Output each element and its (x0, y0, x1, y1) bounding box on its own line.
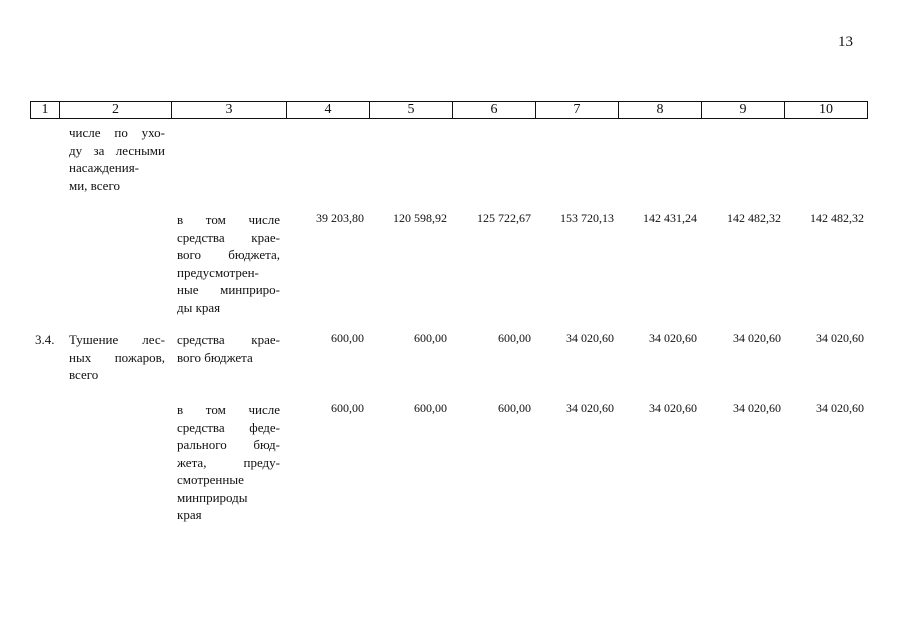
text-line: ду за лесными (69, 142, 165, 158)
text-line: вого бюджета (177, 349, 253, 365)
column-header: 8 (619, 102, 702, 119)
text-line: средства феде- (177, 419, 280, 435)
column-header: 5 (370, 102, 453, 119)
text-line: в том числе (177, 212, 280, 227)
value-cell: 600,00 (331, 331, 364, 345)
value-cell: 34 020,60 (649, 401, 697, 415)
text-line: вого бюджета, (177, 247, 280, 262)
value-cell: 142 431,24 (643, 211, 697, 225)
value-cell: 600,00 (498, 401, 531, 415)
text-line: ные минприро- (177, 282, 280, 297)
value-cell: 142 482,32 (727, 211, 781, 225)
row-a-name (69, 124, 165, 194)
row-b-source (177, 211, 280, 316)
text-line: жета, преду- (177, 454, 280, 470)
text-line: ных пожаров, (69, 349, 165, 365)
value-cell: 153 720,13 (560, 211, 614, 225)
value-cell: 34 020,60 (816, 401, 864, 415)
column-header: 9 (702, 102, 785, 119)
text-line: ды края (177, 299, 221, 315)
value-cell: 600,00 (414, 331, 447, 345)
text-line: Тушение лес- (69, 332, 165, 347)
text-line: всего (69, 367, 99, 382)
text-line: ми, всего (69, 177, 120, 193)
row-c-name (69, 331, 165, 384)
text-line: средства крае- (177, 229, 280, 245)
value-cell: 142 482,32 (810, 211, 864, 225)
value-cell: 34 020,60 (566, 331, 614, 345)
text-line: края (177, 507, 202, 522)
value-cell: 34 020,60 (733, 401, 781, 415)
row-c-number: 3.4. (35, 332, 55, 347)
text-line: средства крае- (177, 332, 280, 347)
value-cell: 34 020,60 (649, 331, 697, 345)
column-header: 4 (287, 102, 370, 119)
value-cell: 600,00 (331, 401, 364, 415)
value-cell: 125 722,67 (477, 211, 531, 225)
text-line: числе по ухо- (69, 125, 165, 140)
column-header: 10 (785, 102, 868, 119)
text-line: предусмотрен- (177, 264, 259, 280)
value-cell: 34 020,60 (816, 331, 864, 345)
text-line: рального бюд- (177, 437, 280, 452)
value-cell: 34 020,60 (566, 401, 614, 415)
row-c-source (177, 331, 280, 366)
column-header: 2 (60, 102, 172, 119)
column-header: 1 (31, 102, 60, 119)
column-header-table (30, 101, 868, 119)
text-line: минприроды (177, 489, 248, 505)
value-cell: 120 598,92 (393, 211, 447, 225)
column-header: 6 (453, 102, 536, 119)
column-header: 3 (172, 102, 287, 119)
page-number: 13 (838, 34, 853, 50)
text-line: в том числе (177, 402, 280, 417)
row-d-source (177, 401, 280, 524)
text-line: смотренные (177, 472, 244, 487)
column-header: 7 (536, 102, 619, 119)
value-cell: 34 020,60 (733, 331, 781, 345)
value-cell: 600,00 (498, 331, 531, 345)
value-cell: 39 203,80 (316, 211, 364, 225)
text-line: насаждения- (69, 160, 140, 175)
value-cell: 600,00 (414, 401, 447, 415)
